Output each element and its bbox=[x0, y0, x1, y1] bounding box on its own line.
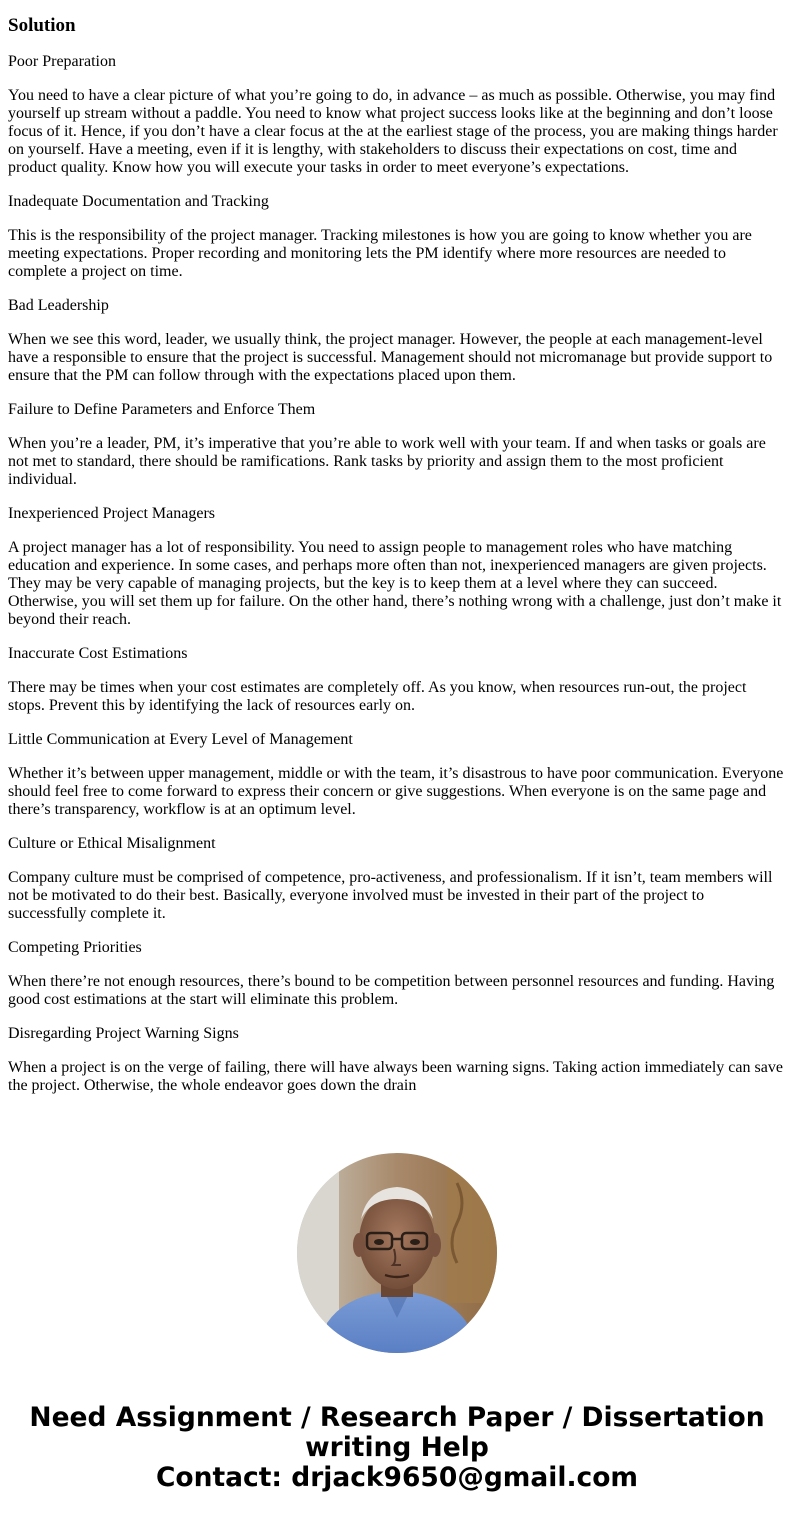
section-body: Whether it’s between upper management, middle or with the team, it’s disastrous to have poor communication. Everyone should feel free to come forward to express their concern or give suggestions. When everyone is on the same page and there’s transparency, workflow is at an optimum level. bbox=[8, 765, 784, 818]
section-body: When there’re not enough resources, there’s bound to be competition between personnel resources and funding. Having good cost estimations at the start will eliminate this problem. bbox=[8, 973, 775, 1008]
contact-email[interactable]: Contact: drjack9650@gmail.com bbox=[155, 1462, 639, 1493]
section-body: A project manager has a lot of responsibility. You need to assign people to management roles who have matching education and experience. In some cases, and perhaps more often than not, inexperienced managers are given projects. They may be very capable of managing projects, but the key is to keep them at a level where they can succeed. Otherwise, you will set them up for failure. On the other hand, there’s nothing wrong with a challenge, just don’t make it beyond their reach. bbox=[8, 539, 782, 628]
section-body: Company culture must be comprised of competence, pro-activeness, and professionalism. If it isn’t, team members will not be motivated to do their best. Basically, everyone involved must be invested in their part of the project to successfully complete it. bbox=[8, 869, 773, 922]
section-body: You need to have a clear picture of what you’re going to do, in advance – as much as possible. Otherwise, you may find yourself up stream without a paddle. You need to know what project success looks like at the beginning and don’t loose focus of it. Hence, if you don’t have a clear focus at the at the earliest stage of the process, you are making things harder on yourself. Have a meeting, even if it is lengthy, with stakeholders to discuss their expectations on cost, time and product quality. Know how you will execute your tasks in order to meet everyone’s expectations. bbox=[8, 87, 778, 176]
section-title: Inexperienced Project Managers bbox=[8, 505, 216, 522]
section-title: Inadequate Documentation and Tracking bbox=[8, 193, 269, 210]
author-photo-icon bbox=[297, 1153, 497, 1353]
section-title: Culture or Ethical Misalignment bbox=[8, 835, 216, 852]
help-banner bbox=[0, 1403, 794, 1493]
section-title: Little Communication at Every Level of Management bbox=[8, 731, 353, 748]
section-body: There may be times when your cost estimates are completely off. As you know, when resources run-out, the project stops. Prevent this by identifying the lack of resources early on. bbox=[8, 679, 747, 714]
section-body: When you’re a leader, PM, it’s imperative that you’re able to work well with your team. If and when tasks or goals are not met to standard, there should be ramifications. Rank tasks by priority and assign them to the most proficient individual. bbox=[8, 435, 766, 488]
section-title: Poor Preparation bbox=[8, 53, 116, 70]
answer-content bbox=[8, 0, 786, 1111]
section-title: Bad Leadership bbox=[8, 297, 109, 314]
section-body: When we see this word, leader, we usually think, the project manager. However, the people at each management-level have a responsible to ensure that the project is successful. Management should not micromanage but provide support to ensure that the PM can follow through with the expectations placed upon them. bbox=[8, 331, 773, 384]
help-banner-text: Need Assignment / Research Paper / Dissertation writing Help bbox=[29, 1402, 765, 1463]
section-body: When a project is on the verge of failing, there will have always been warning signs. Taking action immediately can save the project. Otherwise, the whole endeavor goes down the drain bbox=[8, 1059, 783, 1094]
section-title: Failure to Define Parameters and Enforce Them bbox=[8, 401, 316, 418]
author-avatar bbox=[297, 1153, 497, 1353]
section-title: Competing Priorities bbox=[8, 939, 142, 956]
solution-heading: Solution bbox=[8, 15, 76, 36]
section-body: This is the responsibility of the project manager. Tracking milestones is how you are going to know whether you are meeting expectations. Proper recording and monitoring lets the PM identify where more resources are needed to complete a project on time. bbox=[8, 227, 752, 280]
section-title: Disregarding Project Warning Signs bbox=[8, 1025, 239, 1042]
section-title: Inaccurate Cost Estimations bbox=[8, 645, 188, 662]
